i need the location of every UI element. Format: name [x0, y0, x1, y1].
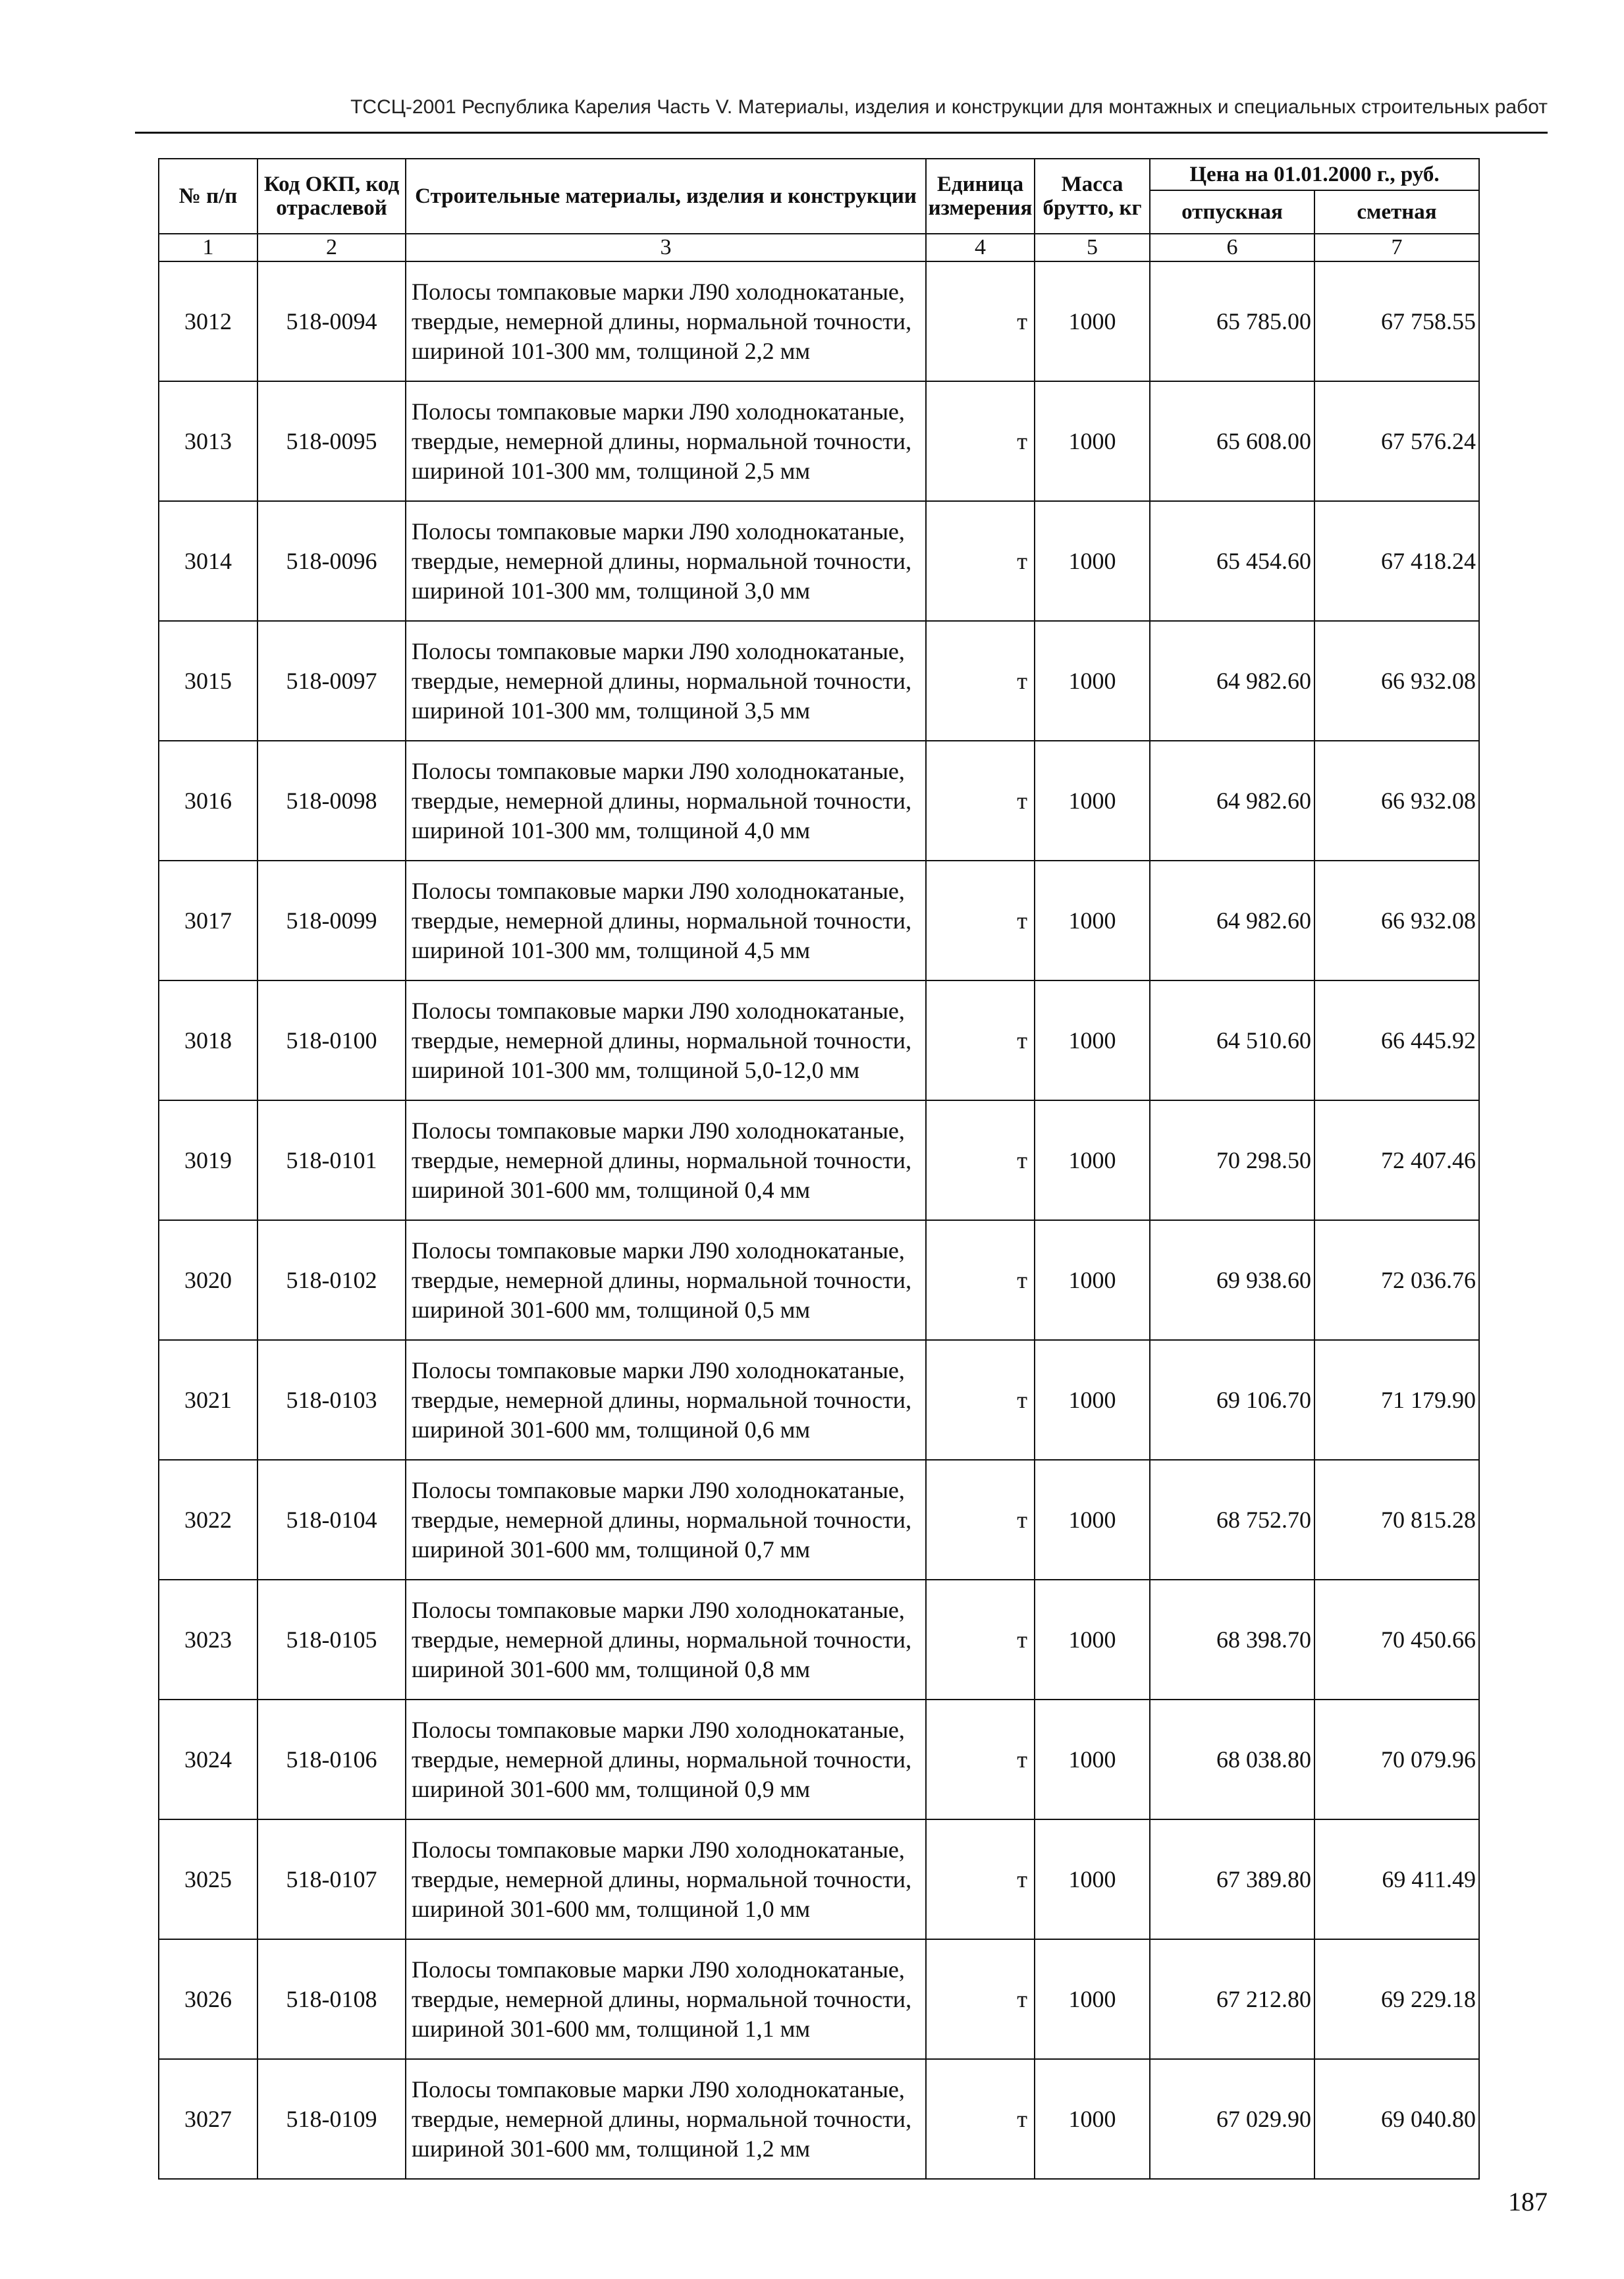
col-header-mass: Масса брутто, кг [1035, 159, 1150, 234]
row-mass: 1000 [1035, 381, 1150, 501]
col-header-unit: Единица измерения [926, 159, 1035, 234]
row-code: 518-0097 [257, 621, 406, 741]
row-code: 518-0103 [257, 1340, 406, 1460]
row-description: Полосы томпаковые марки Л90 холоднокатаные, твердые, немерной длины, нормальной точности, шириной 101-300 мм, толщиной 4,0 мм [406, 741, 926, 861]
row-unit: т [926, 621, 1035, 741]
row-unit: т [926, 501, 1035, 621]
row-price-estimate: 66 445.92 [1314, 980, 1479, 1100]
row-mass: 1000 [1035, 501, 1150, 621]
row-code: 518-0098 [257, 741, 406, 861]
col-header-code: Код ОКП, код отраслевой [257, 159, 406, 234]
row-code: 518-0101 [257, 1100, 406, 1220]
row-code: 518-0095 [257, 381, 406, 501]
row-mass: 1000 [1035, 1939, 1150, 2059]
table-row [159, 381, 1479, 501]
row-mass: 1000 [1035, 1700, 1150, 1819]
row-number: 3023 [159, 1580, 257, 1700]
column-number: 1 [159, 234, 257, 261]
row-mass: 1000 [1035, 1460, 1150, 1580]
column-number: 5 [1035, 234, 1150, 261]
row-code: 518-0105 [257, 1580, 406, 1700]
row-price-estimate: 70 079.96 [1314, 1700, 1479, 1819]
row-unit: т [926, 2059, 1035, 2179]
column-number: 4 [926, 234, 1035, 261]
row-price-estimate: 70 815.28 [1314, 1460, 1479, 1580]
row-price-estimate: 71 179.90 [1314, 1340, 1479, 1460]
row-code: 518-0102 [257, 1220, 406, 1340]
row-price-estimate: 66 932.08 [1314, 621, 1479, 741]
row-code: 518-0106 [257, 1700, 406, 1819]
row-price-release: 68 752.70 [1150, 1460, 1314, 1580]
table-row [159, 261, 1479, 381]
table-header-row [159, 159, 1479, 190]
table-row [159, 861, 1479, 980]
row-number: 3014 [159, 501, 257, 621]
row-unit: т [926, 980, 1035, 1100]
row-number: 3018 [159, 980, 257, 1100]
row-price-release: 64 982.60 [1150, 861, 1314, 980]
row-price-release: 67 389.80 [1150, 1819, 1314, 1939]
row-price-release: 64 982.60 [1150, 621, 1314, 741]
table-row [159, 1580, 1479, 1700]
row-description: Полосы томпаковые марки Л90 холоднокатаные, твердые, немерной длины, нормальной точности, шириной 301-600 мм, толщиной 0,7 мм [406, 1460, 926, 1580]
row-unit: т [926, 1819, 1035, 1939]
column-number-row [159, 234, 1479, 261]
row-code: 518-0108 [257, 1939, 406, 2059]
row-unit: т [926, 1100, 1035, 1220]
row-price-release: 70 298.50 [1150, 1100, 1314, 1220]
row-price-release: 69 106.70 [1150, 1340, 1314, 1460]
row-mass: 1000 [1035, 1819, 1150, 1939]
row-price-release: 65 785.00 [1150, 261, 1314, 381]
price-table [158, 158, 1480, 2180]
row-number: 3027 [159, 2059, 257, 2179]
row-number: 3017 [159, 861, 257, 980]
row-mass: 1000 [1035, 980, 1150, 1100]
row-price-estimate: 70 450.66 [1314, 1580, 1479, 1700]
table-row [159, 1819, 1479, 1939]
row-number: 3022 [159, 1460, 257, 1580]
row-unit: т [926, 261, 1035, 381]
row-description: Полосы томпаковые марки Л90 холоднокатаные, твердые, немерной длины, нормальной точности, шириной 301-600 мм, толщиной 1,1 мм [406, 1939, 926, 2059]
row-description: Полосы томпаковые марки Л90 холоднокатаные, твердые, немерной длины, нормальной точности, шириной 301-600 мм, толщиной 0,6 мм [406, 1340, 926, 1460]
row-price-estimate: 69 411.49 [1314, 1819, 1479, 1939]
row-code: 518-0096 [257, 501, 406, 621]
row-price-release: 64 510.60 [1150, 980, 1314, 1100]
row-unit: т [926, 1580, 1035, 1700]
row-price-release: 65 454.60 [1150, 501, 1314, 621]
row-description: Полосы томпаковые марки Л90 холоднокатаные, твердые, немерной длины, нормальной точности, шириной 301-600 мм, толщиной 1,2 мм [406, 2059, 926, 2179]
row-mass: 1000 [1035, 621, 1150, 741]
column-number: 2 [257, 234, 406, 261]
row-number: 3021 [159, 1340, 257, 1460]
row-unit: т [926, 381, 1035, 501]
column-number: 6 [1150, 234, 1314, 261]
column-number: 7 [1314, 234, 1479, 261]
table-body [159, 261, 1479, 2179]
row-mass: 1000 [1035, 1100, 1150, 1220]
row-number: 3026 [159, 1939, 257, 2059]
row-price-release: 64 982.60 [1150, 741, 1314, 861]
col-header-name: Строительные материалы, изделия и конструкции [406, 159, 926, 234]
row-mass: 1000 [1035, 741, 1150, 861]
row-price-estimate: 66 932.08 [1314, 741, 1479, 861]
row-price-release: 68 398.70 [1150, 1580, 1314, 1700]
header-title: ТССЦ-2001 Республика Карелия Часть V. Материалы, изделия и конструкции для монтажных и специальных строительных работ [350, 96, 1548, 118]
row-code: 518-0099 [257, 861, 406, 980]
table-row [159, 621, 1479, 741]
row-number: 3015 [159, 621, 257, 741]
row-price-estimate: 69 040.80 [1314, 2059, 1479, 2179]
running-header [135, 0, 1548, 134]
column-number: 3 [406, 234, 926, 261]
row-price-estimate: 69 229.18 [1314, 1939, 1479, 2059]
col-header-price-estimate: сметная [1314, 190, 1479, 234]
row-unit: т [926, 1340, 1035, 1460]
row-number: 3025 [159, 1819, 257, 1939]
row-description: Полосы томпаковые марки Л90 холоднокатаные, твердые, немерной длины, нормальной точности, шириной 301-600 мм, толщиной 1,0 мм [406, 1819, 926, 1939]
row-unit: т [926, 861, 1035, 980]
col-header-price-release: отпускная [1150, 190, 1314, 234]
row-number: 3013 [159, 381, 257, 501]
table-row [159, 1939, 1479, 2059]
row-mass: 1000 [1035, 1340, 1150, 1460]
table-row [159, 1100, 1479, 1220]
row-description: Полосы томпаковые марки Л90 холоднокатаные, твердые, немерной длины, нормальной точности, шириной 101-300 мм, толщиной 2,5 мм [406, 381, 926, 501]
row-number: 3016 [159, 741, 257, 861]
row-unit: т [926, 741, 1035, 861]
table-row [159, 1220, 1479, 1340]
table-row [159, 741, 1479, 861]
row-description: Полосы томпаковые марки Л90 холоднокатаные, твердые, немерной длины, нормальной точности, шириной 301-600 мм, толщиной 0,9 мм [406, 1700, 926, 1819]
row-mass: 1000 [1035, 2059, 1150, 2179]
table-row [159, 1460, 1479, 1580]
row-unit: т [926, 1460, 1035, 1580]
row-description: Полосы томпаковые марки Л90 холоднокатаные, твердые, немерной длины, нормальной точности, шириной 101-300 мм, толщиной 3,0 мм [406, 501, 926, 621]
row-number: 3012 [159, 261, 257, 381]
row-number: 3019 [159, 1100, 257, 1220]
table-row [159, 2059, 1479, 2179]
row-description: Полосы томпаковые марки Л90 холоднокатаные, твердые, немерной длины, нормальной точности, шириной 101-300 мм, толщиной 2,2 мм [406, 261, 926, 381]
row-code: 518-0109 [257, 2059, 406, 2179]
row-price-estimate: 72 036.76 [1314, 1220, 1479, 1340]
row-code: 518-0100 [257, 980, 406, 1100]
row-price-release: 69 938.60 [1150, 1220, 1314, 1340]
table-row [159, 501, 1479, 621]
col-header-price-group: Цена на 01.01.2000 г., руб. [1150, 159, 1479, 190]
row-mass: 1000 [1035, 261, 1150, 381]
page-number: 187 [1508, 2187, 1548, 2216]
row-code: 518-0104 [257, 1460, 406, 1580]
row-price-release: 67 029.90 [1150, 2059, 1314, 2179]
row-price-estimate: 66 932.08 [1314, 861, 1479, 980]
row-description: Полосы томпаковые марки Л90 холоднокатаные, твердые, немерной длины, нормальной точности, шириной 301-600 мм, толщиной 0,5 мм [406, 1220, 926, 1340]
row-price-estimate: 72 407.46 [1314, 1100, 1479, 1220]
col-header-num: № п/п [159, 159, 257, 234]
row-code: 518-0094 [257, 261, 406, 381]
row-code: 518-0107 [257, 1819, 406, 1939]
row-unit: т [926, 1939, 1035, 2059]
row-mass: 1000 [1035, 1220, 1150, 1340]
table-row [159, 1340, 1479, 1460]
row-mass: 1000 [1035, 861, 1150, 980]
row-description: Полосы томпаковые марки Л90 холоднокатаные, твердые, немерной длины, нормальной точности, шириной 101-300 мм, толщиной 5,0-12,0 мм [406, 980, 926, 1100]
row-unit: т [926, 1220, 1035, 1340]
row-description: Полосы томпаковые марки Л90 холоднокатаные, твердые, немерной длины, нормальной точности, шириной 301-600 мм, толщиной 0,4 мм [406, 1100, 926, 1220]
row-price-estimate: 67 758.55 [1314, 261, 1479, 381]
row-number: 3020 [159, 1220, 257, 1340]
table-row [159, 980, 1479, 1100]
table-row [159, 1700, 1479, 1819]
row-number: 3024 [159, 1700, 257, 1819]
row-unit: т [926, 1700, 1035, 1819]
row-description: Полосы томпаковые марки Л90 холоднокатаные, твердые, немерной длины, нормальной точности, шириной 301-600 мм, толщиной 0,8 мм [406, 1580, 926, 1700]
row-description: Полосы томпаковые марки Л90 холоднокатаные, твердые, немерной длины, нормальной точности, шириной 101-300 мм, толщиной 3,5 мм [406, 621, 926, 741]
row-price-estimate: 67 576.24 [1314, 381, 1479, 501]
row-mass: 1000 [1035, 1580, 1150, 1700]
row-price-release: 67 212.80 [1150, 1939, 1314, 2059]
row-price-estimate: 67 418.24 [1314, 501, 1479, 621]
row-price-release: 68 038.80 [1150, 1700, 1314, 1819]
row-description: Полосы томпаковые марки Л90 холоднокатаные, твердые, немерной длины, нормальной точности, шириной 101-300 мм, толщиной 4,5 мм [406, 861, 926, 980]
row-price-release: 65 608.00 [1150, 381, 1314, 501]
